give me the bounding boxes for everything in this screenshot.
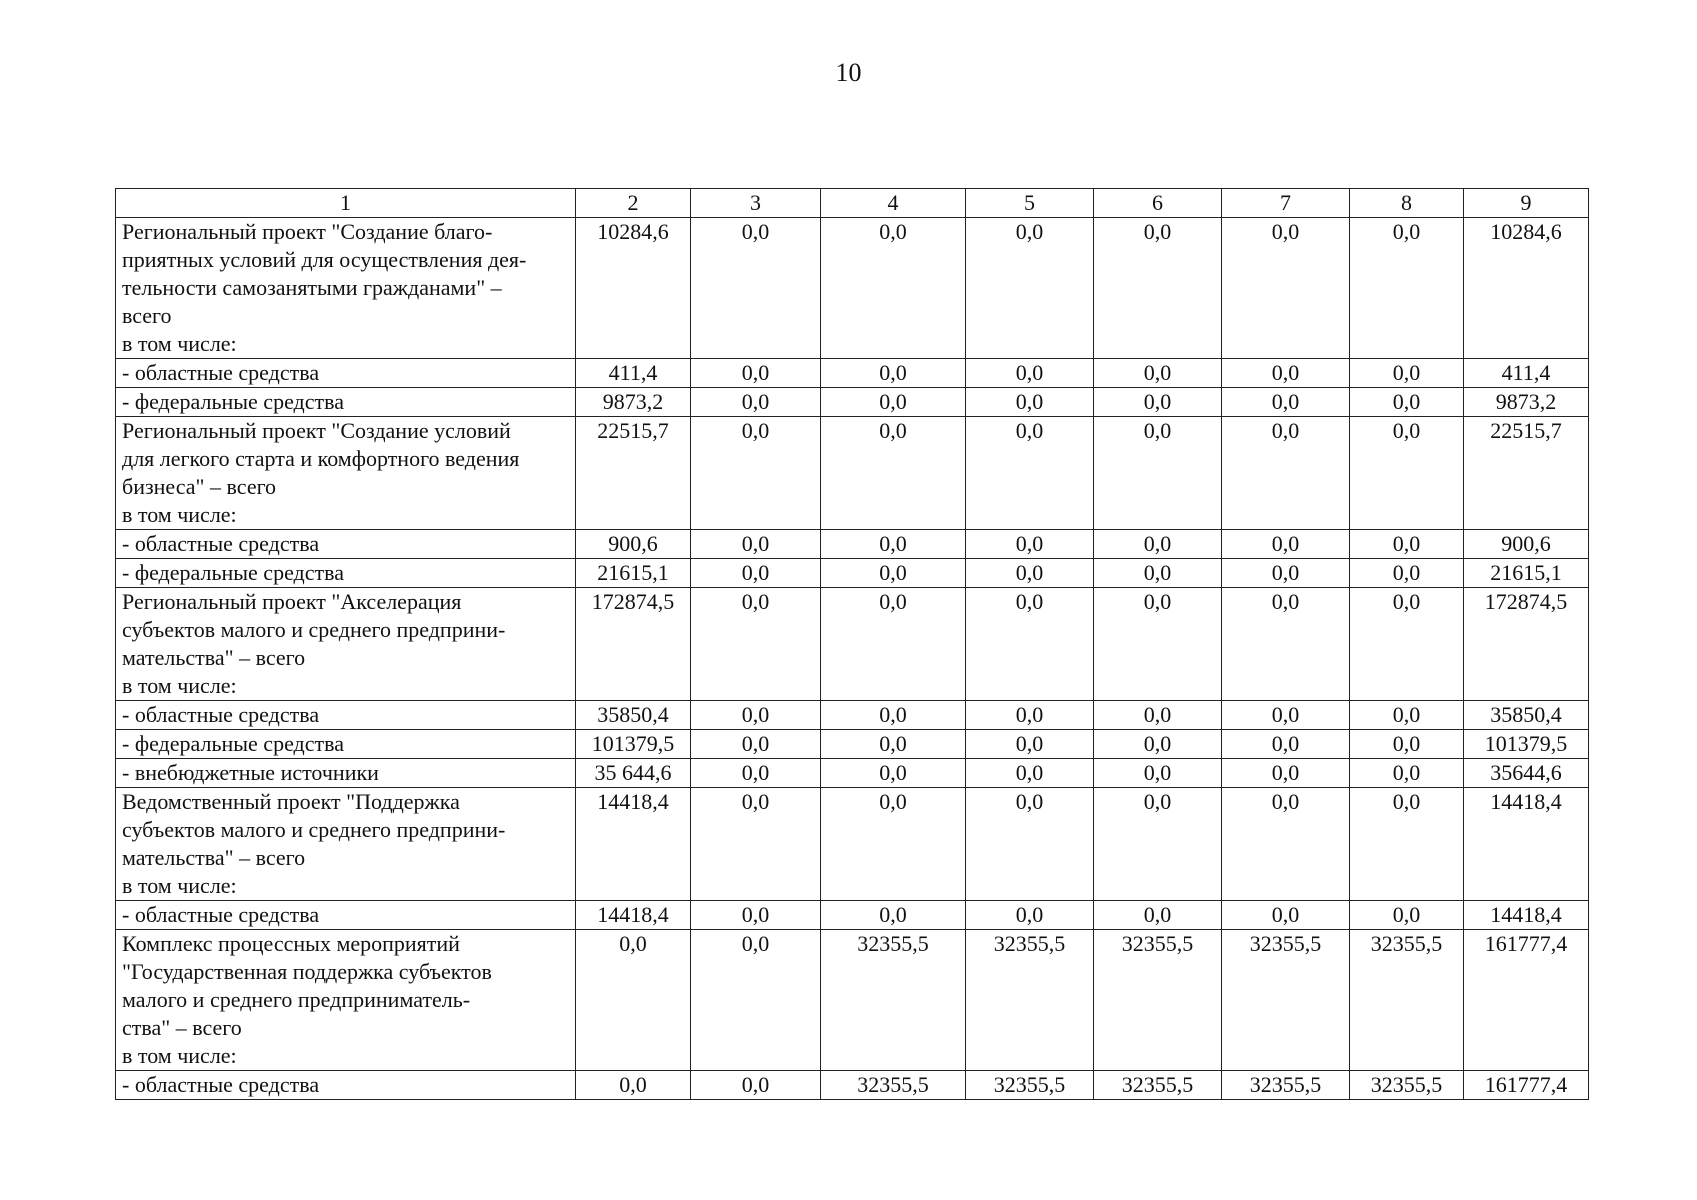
- value-cell-col-5: 0,0: [966, 759, 1094, 788]
- value-cell-col-7: 0,0: [1222, 701, 1350, 730]
- value-cell-col-7: 0,0: [1222, 218, 1350, 359]
- value-cell-col-3: 0,0: [691, 901, 821, 930]
- value-cell-col-4: 0,0: [821, 588, 966, 701]
- value-cell-col-6: 32355,5: [1094, 930, 1222, 1071]
- row-label-line: Региональный проект "Создание благо-: [122, 219, 493, 244]
- row-label-line: ства" – всего: [122, 1015, 242, 1040]
- value-cell-col-6: 0,0: [1094, 388, 1222, 417]
- value-cell-col-9: 35644,6: [1464, 759, 1589, 788]
- value-cell-col-8: 0,0: [1350, 559, 1464, 588]
- value-cell-col-2: 101379,5: [576, 730, 691, 759]
- value-cell-col-8: 32355,5: [1350, 930, 1464, 1071]
- value-cell-col-4: 0,0: [821, 788, 966, 901]
- value-cell-col-2: 0,0: [576, 930, 691, 1071]
- table-row: [116, 218, 1589, 359]
- row-label: [116, 417, 576, 530]
- value-cell-col-4: 32355,5: [821, 1071, 966, 1100]
- value-cell-col-8: 0,0: [1350, 901, 1464, 930]
- value-cell-col-4: 0,0: [821, 530, 966, 559]
- value-cell-col-6: 0,0: [1094, 901, 1222, 930]
- row-label: [116, 788, 576, 901]
- row-label-line: - областные средства: [122, 702, 320, 727]
- table-row: [116, 530, 1589, 559]
- value-cell-col-8: 0,0: [1350, 359, 1464, 388]
- column-number-4: 4: [821, 189, 966, 218]
- table-row: [116, 701, 1589, 730]
- value-cell-col-7: 0,0: [1222, 359, 1350, 388]
- value-cell-col-5: 0,0: [966, 530, 1094, 559]
- value-cell-col-7: 32355,5: [1222, 1071, 1350, 1100]
- value-cell-col-6: 0,0: [1094, 530, 1222, 559]
- value-cell-col-2: 21615,1: [576, 559, 691, 588]
- value-cell-col-5: 0,0: [966, 218, 1094, 359]
- row-label: [116, 588, 576, 701]
- value-cell-col-5: 0,0: [966, 588, 1094, 701]
- row-label-line: - федеральные средства: [122, 731, 344, 756]
- row-label: [116, 559, 576, 588]
- value-cell-col-9: 900,6: [1464, 530, 1589, 559]
- value-cell-col-4: 0,0: [821, 730, 966, 759]
- column-number-1: 1: [116, 189, 576, 218]
- value-cell-col-7: 32355,5: [1222, 930, 1350, 1071]
- value-cell-col-4: 0,0: [821, 759, 966, 788]
- table-body: [116, 189, 1589, 1100]
- row-label-line: бизнеса" – всего: [122, 474, 277, 499]
- row-label-line: - областные средства: [122, 1072, 320, 1097]
- value-cell-col-6: 0,0: [1094, 759, 1222, 788]
- value-cell-col-4: 0,0: [821, 701, 966, 730]
- value-cell-col-3: 0,0: [691, 1071, 821, 1100]
- value-cell-col-9: 14418,4: [1464, 901, 1589, 930]
- value-cell-col-3: 0,0: [691, 359, 821, 388]
- table-row: [116, 1071, 1589, 1100]
- value-cell-col-3: 0,0: [691, 559, 821, 588]
- value-cell-col-2: 10284,6: [576, 218, 691, 359]
- value-cell-col-5: 0,0: [966, 388, 1094, 417]
- row-label: [116, 1071, 576, 1100]
- value-cell-col-5: 32355,5: [966, 930, 1094, 1071]
- table-row: [116, 759, 1589, 788]
- row-label-line: в том числе:: [122, 331, 237, 356]
- column-number-3: 3: [691, 189, 821, 218]
- table-row: [116, 788, 1589, 901]
- row-label: [116, 218, 576, 359]
- row-label-line: мательства" – всего: [122, 845, 306, 870]
- value-cell-col-2: 14418,4: [576, 788, 691, 901]
- row-label-line: - областные средства: [122, 902, 320, 927]
- value-cell-col-3: 0,0: [691, 930, 821, 1071]
- value-cell-col-5: 0,0: [966, 901, 1094, 930]
- row-label-line: Комплекс процессных мероприятий: [122, 931, 460, 956]
- value-cell-col-4: 32355,5: [821, 930, 966, 1071]
- value-cell-col-8: 0,0: [1350, 701, 1464, 730]
- row-label-line: в том числе:: [122, 873, 237, 898]
- value-cell-col-9: 411,4: [1464, 359, 1589, 388]
- value-cell-col-8: 0,0: [1350, 417, 1464, 530]
- row-label-line: мательства" – всего: [122, 645, 306, 670]
- row-label: [116, 388, 576, 417]
- row-label-line: приятных условий для осуществления дея-: [122, 247, 527, 272]
- table-row: [116, 930, 1589, 1071]
- column-number-9: 9: [1464, 189, 1589, 218]
- value-cell-col-9: 21615,1: [1464, 559, 1589, 588]
- value-cell-col-2: 22515,7: [576, 417, 691, 530]
- value-cell-col-5: 0,0: [966, 559, 1094, 588]
- value-cell-col-5: 32355,5: [966, 1071, 1094, 1100]
- column-number-5: 5: [966, 189, 1094, 218]
- value-cell-col-6: 0,0: [1094, 417, 1222, 530]
- value-cell-col-9: 22515,7: [1464, 417, 1589, 530]
- column-number-7: 7: [1222, 189, 1350, 218]
- row-label: [116, 901, 576, 930]
- value-cell-col-2: 900,6: [576, 530, 691, 559]
- value-cell-col-6: 0,0: [1094, 788, 1222, 901]
- value-cell-col-5: 0,0: [966, 417, 1094, 530]
- budget-table: [115, 188, 1589, 1100]
- value-cell-col-6: 0,0: [1094, 588, 1222, 701]
- value-cell-col-6: 0,0: [1094, 559, 1222, 588]
- value-cell-col-9: 101379,5: [1464, 730, 1589, 759]
- value-cell-col-8: 0,0: [1350, 218, 1464, 359]
- value-cell-col-3: 0,0: [691, 788, 821, 901]
- row-label-line: "Государственная поддержка субъектов: [122, 959, 492, 984]
- value-cell-col-3: 0,0: [691, 759, 821, 788]
- value-cell-col-5: 0,0: [966, 359, 1094, 388]
- row-label-line: тельности самозанятыми гражданами" –: [122, 275, 502, 300]
- value-cell-col-9: 161777,4: [1464, 930, 1589, 1071]
- value-cell-col-2: 172874,5: [576, 588, 691, 701]
- value-cell-col-7: 0,0: [1222, 417, 1350, 530]
- value-cell-col-2: 411,4: [576, 359, 691, 388]
- value-cell-col-7: 0,0: [1222, 530, 1350, 559]
- row-label-line: Региональный проект "Акселерация: [122, 589, 462, 614]
- value-cell-col-2: 14418,4: [576, 901, 691, 930]
- value-cell-col-7: 0,0: [1222, 588, 1350, 701]
- value-cell-col-9: 172874,5: [1464, 588, 1589, 701]
- row-label-line: всего: [122, 303, 172, 328]
- table-row: [116, 588, 1589, 701]
- row-label-line: Региональный проект "Создание условий: [122, 418, 511, 443]
- value-cell-col-4: 0,0: [821, 218, 966, 359]
- row-label-line: субъектов малого и среднего предприни-: [122, 617, 506, 642]
- row-label: [116, 359, 576, 388]
- value-cell-col-4: 0,0: [821, 417, 966, 530]
- value-cell-col-7: 0,0: [1222, 730, 1350, 759]
- value-cell-col-3: 0,0: [691, 588, 821, 701]
- column-number-row: [116, 189, 1589, 218]
- value-cell-col-8: 0,0: [1350, 388, 1464, 417]
- value-cell-col-2: 9873,2: [576, 388, 691, 417]
- row-label: [116, 701, 576, 730]
- value-cell-col-3: 0,0: [691, 417, 821, 530]
- row-label-line: субъектов малого и среднего предприни-: [122, 817, 506, 842]
- row-label-line: - областные средства: [122, 360, 320, 385]
- page-number: 10: [835, 58, 862, 87]
- value-cell-col-6: 0,0: [1094, 701, 1222, 730]
- row-label: [116, 930, 576, 1071]
- value-cell-col-5: 0,0: [966, 788, 1094, 901]
- row-label-line: в том числе:: [122, 502, 237, 527]
- value-cell-col-6: 0,0: [1094, 730, 1222, 759]
- value-cell-col-4: 0,0: [821, 388, 966, 417]
- value-cell-col-3: 0,0: [691, 730, 821, 759]
- value-cell-col-9: 35850,4: [1464, 701, 1589, 730]
- table-row: [116, 417, 1589, 530]
- row-label-line: - областные средства: [122, 531, 320, 556]
- value-cell-col-6: 0,0: [1094, 359, 1222, 388]
- row-label-line: - федеральные средства: [122, 389, 344, 414]
- row-label-line: - внебюджетные источники: [122, 760, 379, 785]
- row-label-line: Ведомственный проект "Поддержка: [122, 789, 460, 814]
- value-cell-col-3: 0,0: [691, 701, 821, 730]
- row-label-line: для легкого старта и комфортного ведения: [122, 446, 520, 471]
- value-cell-col-2: 35 644,6: [576, 759, 691, 788]
- column-number-2: 2: [576, 189, 691, 218]
- table-row: [116, 730, 1589, 759]
- column-number-6: 6: [1094, 189, 1222, 218]
- row-label: [116, 759, 576, 788]
- row-label-line: в том числе:: [122, 1043, 237, 1068]
- value-cell-col-6: 32355,5: [1094, 1071, 1222, 1100]
- value-cell-col-6: 0,0: [1094, 218, 1222, 359]
- row-label-line: малого и среднего предприниматель-: [122, 987, 471, 1012]
- value-cell-col-9: 9873,2: [1464, 388, 1589, 417]
- value-cell-col-8: 0,0: [1350, 730, 1464, 759]
- value-cell-col-9: 14418,4: [1464, 788, 1589, 901]
- table-row: [116, 901, 1589, 930]
- value-cell-col-3: 0,0: [691, 530, 821, 559]
- value-cell-col-3: 0,0: [691, 218, 821, 359]
- value-cell-col-9: 10284,6: [1464, 218, 1589, 359]
- value-cell-col-4: 0,0: [821, 359, 966, 388]
- value-cell-col-7: 0,0: [1222, 388, 1350, 417]
- value-cell-col-8: 0,0: [1350, 530, 1464, 559]
- value-cell-col-3: 0,0: [691, 388, 821, 417]
- value-cell-col-8: 0,0: [1350, 759, 1464, 788]
- value-cell-col-4: 0,0: [821, 901, 966, 930]
- value-cell-col-8: 0,0: [1350, 588, 1464, 701]
- row-label-line: - федеральные средства: [122, 560, 344, 585]
- column-number-8: 8: [1350, 189, 1464, 218]
- value-cell-col-2: 0,0: [576, 1071, 691, 1100]
- value-cell-col-7: 0,0: [1222, 901, 1350, 930]
- value-cell-col-5: 0,0: [966, 701, 1094, 730]
- row-label-line: в том числе:: [122, 673, 237, 698]
- table-row: [116, 559, 1589, 588]
- value-cell-col-9: 161777,4: [1464, 1071, 1589, 1100]
- value-cell-col-8: 32355,5: [1350, 1071, 1464, 1100]
- table-row: [116, 359, 1589, 388]
- row-label: [116, 530, 576, 559]
- value-cell-col-7: 0,0: [1222, 788, 1350, 901]
- value-cell-col-4: 0,0: [821, 559, 966, 588]
- value-cell-col-5: 0,0: [966, 730, 1094, 759]
- table-row: [116, 388, 1589, 417]
- value-cell-col-8: 0,0: [1350, 788, 1464, 901]
- value-cell-col-7: 0,0: [1222, 559, 1350, 588]
- row-label: [116, 730, 576, 759]
- value-cell-col-7: 0,0: [1222, 759, 1350, 788]
- value-cell-col-2: 35850,4: [576, 701, 691, 730]
